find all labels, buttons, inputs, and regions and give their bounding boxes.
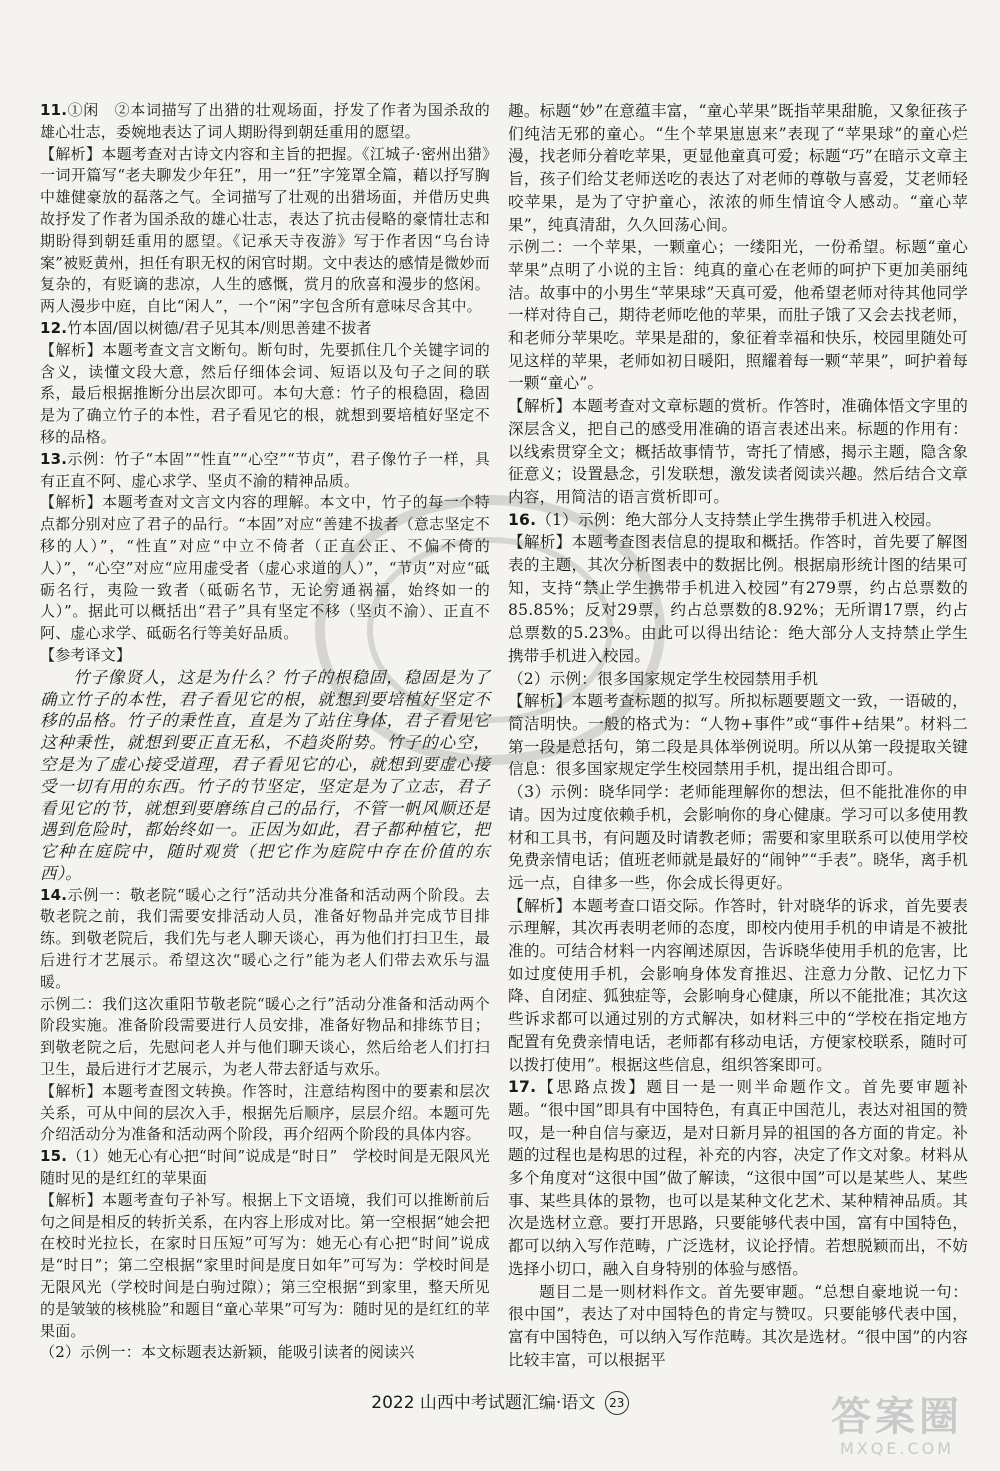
- question-number: 11.: [40, 101, 68, 119]
- question-number: 13.: [40, 449, 68, 468]
- analysis-text: 【解析】本题考查文言文断句。断句时，先要抓住几个关键字词的含义，读懂文段大意，然后仔细体会词、短语以及句子之间的联系，最后根据推断分出层次即可。本句大意：竹子的根稳固，稳固是为了确立竹子的本性，君子看见它的根，就想到要培植好坚定不移的品格。: [40, 340, 490, 446]
- footer-title: 2022 山西中考试题汇编·语文: [371, 1393, 596, 1413]
- part-3-answer: （3）示例：晓华同学：老师能理解你的想法，但不能批准你的申请。因为过度依赖手机，会影响你的身心健康。学习可以多使用教材和工具书，有问题及时请教老师；需要和家里联系可以使用学校免费亲情电话；值班老师就是最好的“闹钟”“手表”。晓华，离手机远一点，自律多一些，你会成长得更好。: [508, 783, 968, 892]
- question-11: [40, 100, 490, 318]
- question-number: 12.: [40, 318, 68, 337]
- question-number: 16.: [508, 510, 537, 529]
- reference-translation: 竹子像贤人，这是为什么？竹子的根稳固，稳固是为了确立竹子的本性，君子看见它的根，就想到要培植好坚定不移的品格。竹子的秉性直，直是为了站住身体，君子看见它这种秉性，就想到要正直无私，不趋炎附势。竹子的心空，空是为了虚心接受道理，君子看见它的心，就想到要虚心接受一切有用的东西。竹子的节坚定，坚定是为了立志，君子看见它的节，就想到要磨练自己的品行，不管一帆风顺还是遇到危险时，都始终如一。正因为如此，君子都种植它，把它种在庭院中，随时观赏（把它作为庭院中存在价值的东西）。: [40, 667, 490, 883]
- part-1-analysis: 【解析】本题考查图表信息的提取和概括。作答时，首先要了解图表的主题，其次分析图表中的数据比例。根据扇形统计图的结果可知，支持“禁止学生携带手机进入校园”有279票，约占总票数的85.85%；反对29票，约占总票数的8.92%；无所谓17票，约占总票数的5.23%。由此可以得出结论：绝大部分人支持禁止学生携带手机进入校园。: [508, 533, 968, 665]
- example-1: 示例一：敬老院“暖心之行”活动共分准备和活动两个阶段。去敬老院之前，我们需要安排活动人员，准备好物品并完成节目排练。到敬老院后，我们先与老人聊天谈心，再为他们打扫卫生，最后进行才艺展示。希望这次“暖心之行”能为老人们带去欢乐与温暖。: [40, 885, 490, 991]
- example-2: 示例二：一个苹果，一颗童心；一缕阳光，一份希望。标题“童心苹果”点明了小说的主旨：纯真的童心在老师的呵护下更加美丽纯洁。故事中的小男生“苹果球”天真可爱，他希望老师对待其他同学一样对待自己，期待老师吃他的苹果，而肚子饿了又会去找老师，和老师分苹果吃。苹果是甜的，象征着幸福和快乐，校园里随处可见这样的苹果，老师如初日暖阳，照耀着每一颗“苹果”，呵护着每一颗“童心”。: [508, 238, 968, 393]
- answer-text: 竹本固/固以树德/君子见其本/则思善建不拔者: [67, 318, 372, 337]
- question-number: 14.: [40, 885, 68, 904]
- question-12: [40, 318, 490, 449]
- part-2-answer: （2）示例：很多国家规定学生校园禁用手机: [508, 669, 819, 688]
- analysis-text: 【解析】本题考查句子补写。根据上下文语境，我们可以推断前后句之间是相反的转折关系，在内容上形成对比。第一空根据“她会把在校时光拉长，在家时日压短”可写为：她无心有心把“时间”说成是“时日”；第二空根据“家里时间是度日如年”可写为：学校时间是无限风光（学校时间是白驹过隙）；第三空根据“到家里，整天所见的是皱皱的核桃脸”和题目“童心苹果”可写为：随时见的是红红的苹果面。: [40, 1190, 490, 1340]
- question-number: 17.: [508, 1078, 537, 1097]
- answer-text: 示例：竹子“本固”“性直”“心空”“节贞”，君子像竹子一样，具有正直不阿、虚心求学、坚贞不渝的精神品质。: [40, 449, 490, 490]
- watermark-url: MXQE.COM: [839, 1439, 955, 1458]
- reference-title: 【参考译文】: [40, 645, 132, 664]
- analysis-text: 【解析】本题考查图文转换。作答时，注意结构图中的要素和层次关系，可从中间的层次入手，根据先后顺序，层层介绍。本题可先介绍活动分为准备和活动两个阶段，再介绍两个阶段的具体内容。: [40, 1081, 490, 1144]
- question-14: [40, 885, 490, 1147]
- page-number: 23: [605, 1391, 629, 1415]
- question-number: 15.: [40, 1147, 68, 1166]
- site-watermark: [802, 1395, 992, 1465]
- answer-text: ①闲 ②本词描写了出猎的壮观场面，抒发了作者为国杀敌的雄心壮志，委婉地表达了词人期盼得到朝廷重用的愿望。: [40, 101, 490, 141]
- part-2-text: （2）示例一：本文标题表达新颖，能吸引读者的阅读兴: [40, 1343, 415, 1362]
- part-3-analysis: 【解析】本题考查口语交际。作答时，针对晓华的诉求，首先要表示理解，其次再表明老师的态度，即校内使用手机的申请是不被批准的。可结合材料一内容阐述原因，告诉晓华使用手机的危害，比如过度使用手机，会影响身体发育推迟、注意力分散、记忆力下降、自闭症、狐独症等，会影响身心健康，所以不能批准；其次这些诉求都可以通过别的方式解决，如材料三中的“学校在指定地方配置有免费亲情电话，老师都有移动电话，方便家校联系，随时可以拨打使用”。根据这些信息，组织答案即可。: [508, 896, 968, 1074]
- analysis-text: 【解析】本题考查对文言文内容的理解。本文中，竹子的每一个特点都分别对应了君子的品行。“本固”对应“善建不拔者（意志坚定不移的人）”，“性直”对应“中立不倚者（正直公正、不偏不倚的人）”，“心空”对应“应用虚受者（虚心求道的人）”，“节贞”对应“砥砺名行，夷险一致者（砥砺名节，无论穷通祸福，始终如一的人）”。据此可以概括出“君子”具有坚定不移（坚贞不渝）、正直不阿、虚心求学、砥砺名行等美好品质。: [40, 493, 490, 643]
- example-2: 示例二：我们这次重阳节敬老院“暖心之行”活动分准备和活动两个阶段实施。准备阶段需要进行人员安排，准备好物品和排练节目；到敬老院之后，先慰问老人并与他们聊天谈心，然后给老人们打扫卫生，最后进行才艺展示，为老人带去舒适与欢乐。: [40, 994, 490, 1079]
- analysis-text: 【解析】本题考查对古诗文内容和主旨的把握。《江城子·密州出猎》一词开篇写“老夫聊发少年狂”，用一“狂”字笼罩全篇，藉以抒写胸中雄健豪放的磊落之气。全词描写了壮观的出猎场面，并借历史典故抒发了作者为国杀敌的雄心壮志，表达了抗击侵略的豪情壮志和期盼得到朝廷重用的愿望。《记承天寺夜游》写于作者因“乌台诗案”被贬黄州，担任有职无权的闲官时期。文中表达的感情是微妙而复杂的，有贬谪的悲凉，人生的感慨，赏月的欣喜和漫步的悠闲。两人漫步中庭，自比“闲人”，一个“闲”字包含所有意味尽含其中。: [40, 144, 490, 316]
- thinking-tips: 【思路点拨】题目一是一则半命题作文。首先要审题补题。“很中国”即具有中国特色，有真正中国范儿，表达对祖国的赞叹，是一种自信与豪迈，是对日新月异的祖国的各方面的肯定。补题的过程也是构思的过程，补充的内容，决定了作文对象。材料从多个角度对“这很中国”做了解读，“这很中国”可以是某些人、某些事、某些具体的景物，也可以是某种文化艺术、某种精神品质。其次是选材立意。要打开思路，只要能够代表中国，富有中国特色，都可以纳入写作范畴，广泛选材，议论抒情。若想脱颖而出，不妨选择小切口，融入自身特别的体验与感悟。: [508, 1078, 968, 1278]
- question-15: [40, 1146, 506, 1364]
- question-16: [508, 509, 968, 1077]
- right-column: [508, 100, 968, 1371]
- part-2-analysis: 【解析】本题考查标题的拟写。所拟标题要题文一致，一语破的，简洁明快。一般的格式为：“人物+事件”或“事件+结果”。材料二第一段是总括句，第二段是具体举例说明。所以从第一段提取关键信息：很多国家规定学生校园禁用手机，提出组合即可。: [508, 692, 968, 779]
- question-17: [508, 1076, 968, 1371]
- watermark-logo: 答案圈: [831, 1394, 963, 1440]
- part-1-answer: （1）示例：绝大部分人支持禁止学生携带手机进入校园。: [536, 510, 942, 529]
- answer-text: （1）她无心有心把“时间”说成是“时日” 学校时间是无限风光 随时见的是红红的苹果面: [40, 1147, 506, 1188]
- left-column: [40, 100, 506, 1364]
- question-13: [40, 449, 490, 885]
- analysis-text: 【解析】本题考查对文章标题的赏析。作答时，准确体悟文字里的深层含义，把自己的感受用准确的语言表述出来。标题的作用有：以线索贯穿全文；概括故事情节，寄托了情感，揭示主题，隐含象征意义；设置悬念，引发联想，激发读者阅读兴趣。然后结合文章内容，用简洁的语言赏析即可。: [508, 397, 968, 506]
- continued-text: 趣。标题“妙”在意蕴丰富，“童心苹果”既指苹果甜脆，又象征孩子们纯洁无邪的童心。“生个苹果崽崽来”表现了“苹果球”的童心烂漫，找老师分着吃苹果，更显他童真可爱；标题“巧”在暗示文章主旨，孩子们给艾老师送吃的表达了对老师的尊敬与喜爱，艾老师轻咬苹果，是为了守护童心，浓浓的师生情谊令人感动。“童心苹果”，纯真清甜，久久回荡心间。: [508, 102, 968, 234]
- topic-2-text: 题目二是一则材料作文。首先要审题。“总想自豪地说一句：很中国”，表达了对中国特色的肯定与赞叹。只要能够代表中国，富有中国特色，可以纳入写作范畴。其次是选材。“很中国”的内容比较丰富，可以根据平: [508, 1282, 968, 1369]
